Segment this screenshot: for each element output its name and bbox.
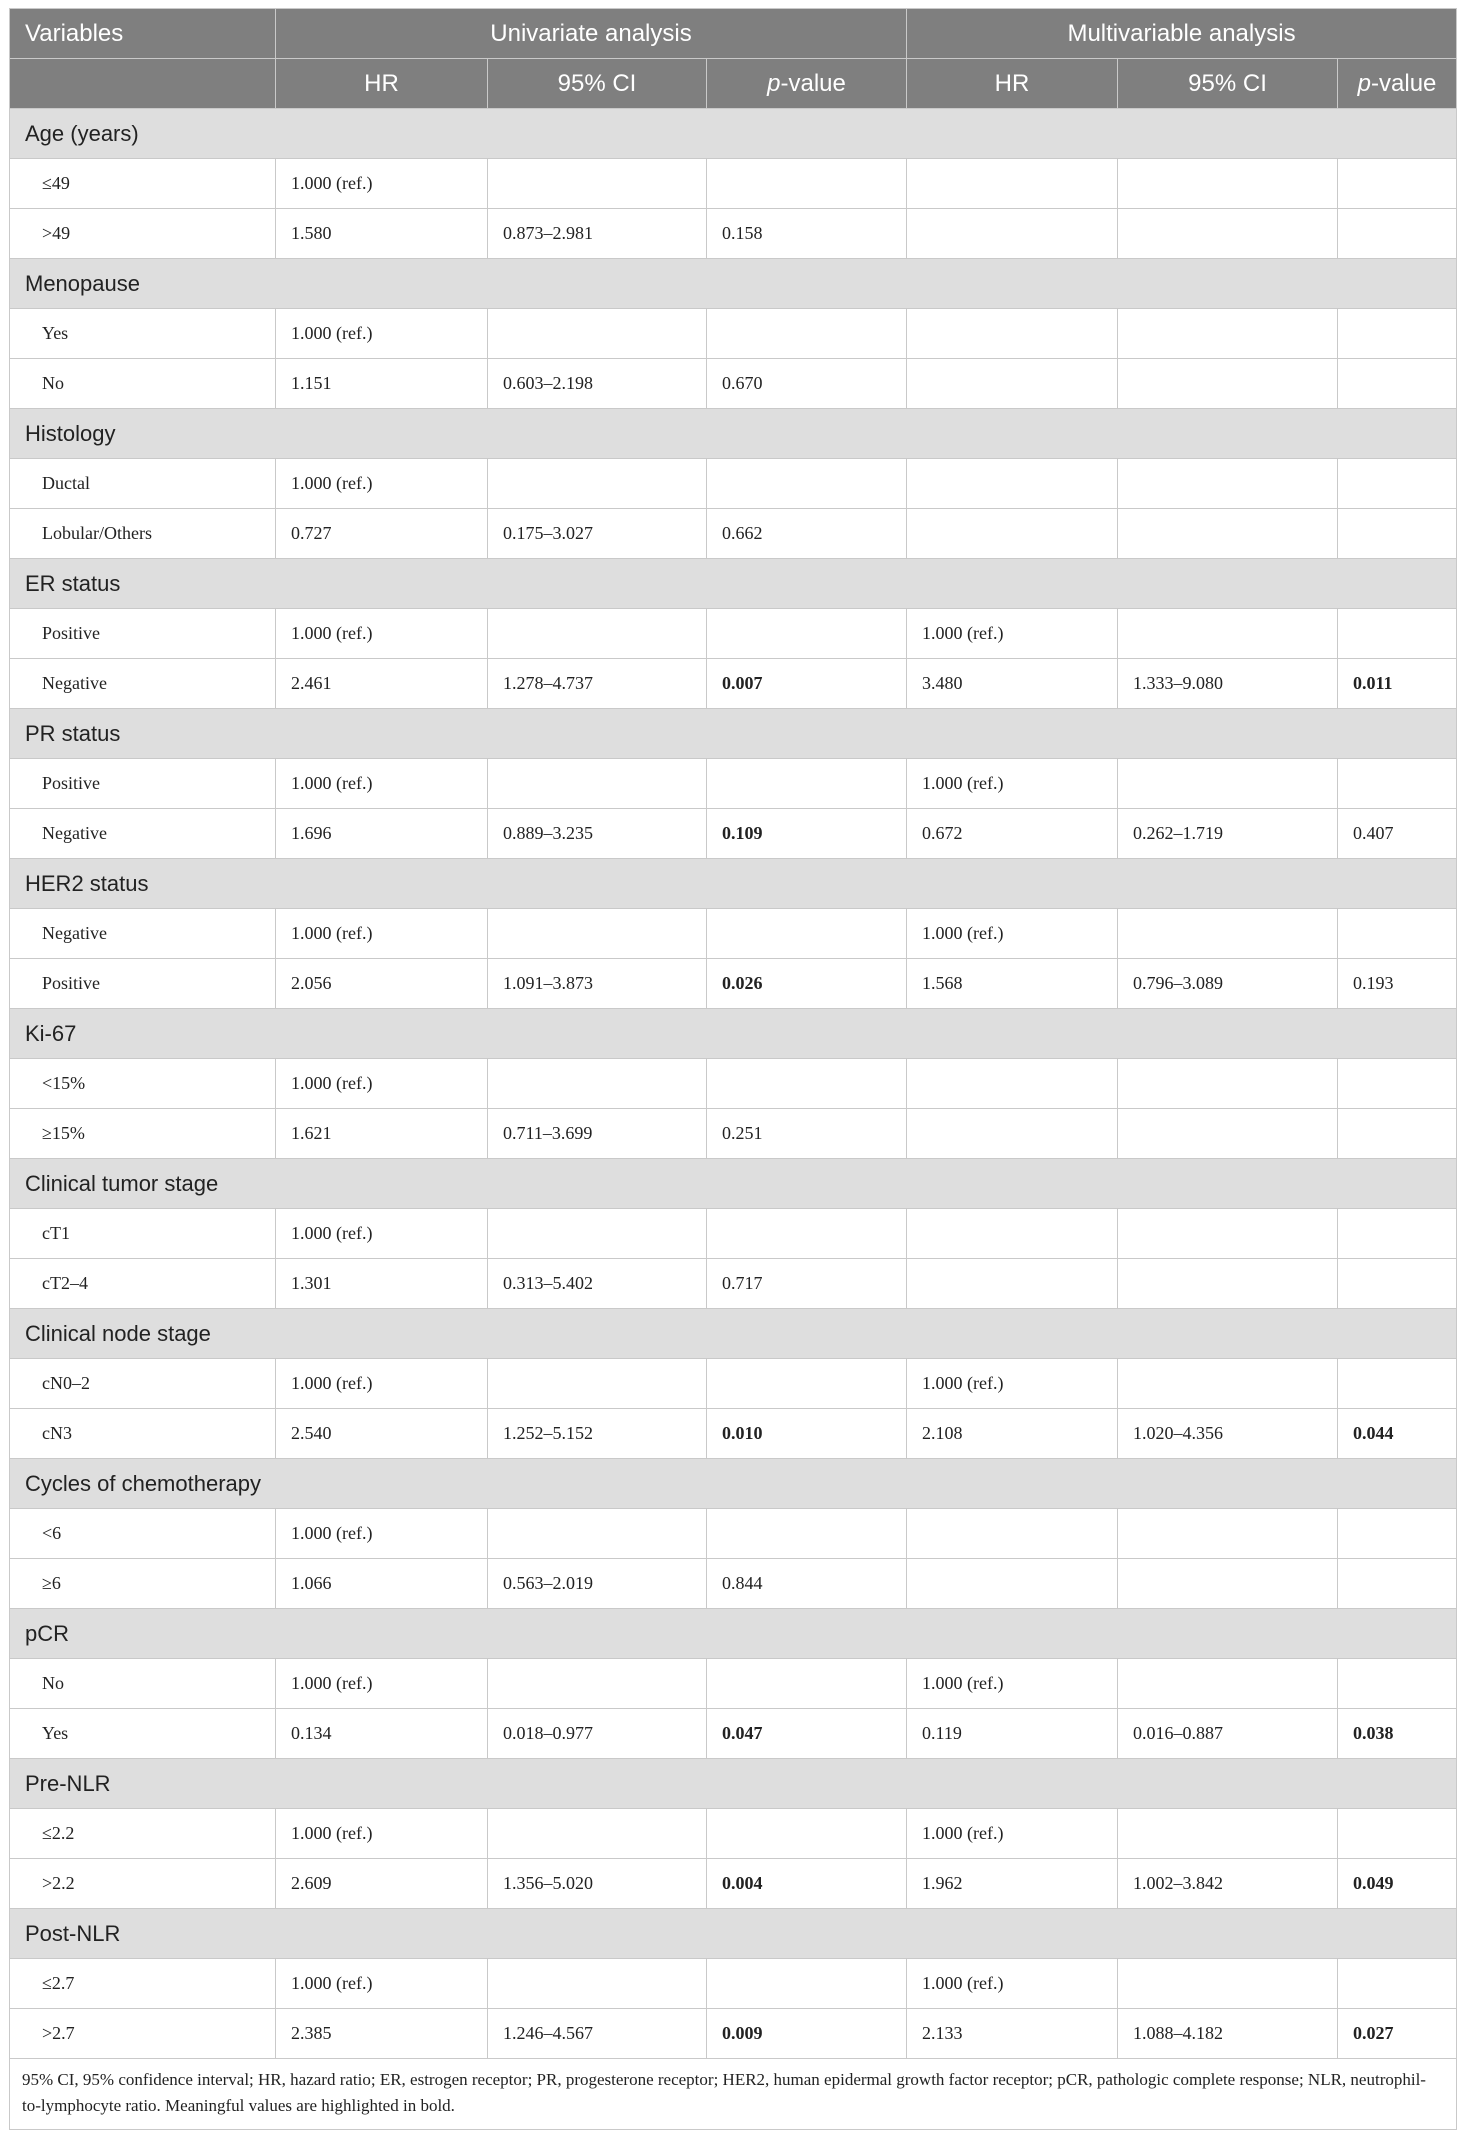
table-row: [10, 1059, 1457, 1109]
group-header-row: [10, 1759, 1457, 1809]
cell-univariate-ci: [488, 309, 707, 359]
cell-multivariable-p: [1338, 759, 1457, 809]
group-header-row: [10, 109, 1457, 159]
cell-multivariable-hr: 2.108: [907, 1409, 1118, 1459]
cell-univariate-hr: 0.727: [276, 509, 488, 559]
cell-multivariable-hr: [907, 159, 1118, 209]
table-row: [10, 209, 1457, 259]
cell-univariate-ci: 1.252–5.152: [488, 1409, 707, 1459]
cell-univariate-hr: 1.000 (ref.): [276, 1659, 488, 1709]
cell-univariate-ci: 1.091–3.873: [488, 959, 707, 1009]
cell-univariate-ci: [488, 1659, 707, 1709]
table-row: [10, 959, 1457, 1009]
level-label: >2.7: [10, 2009, 276, 2059]
cell-univariate-hr: 1.000 (ref.): [276, 309, 488, 359]
cell-univariate-ci: 0.603–2.198: [488, 359, 707, 409]
cell-univariate-p: 0.109: [707, 809, 907, 859]
level-label: >2.2: [10, 1859, 276, 1909]
cell-univariate-hr: 1.696: [276, 809, 488, 859]
cell-univariate-hr: 1.301: [276, 1259, 488, 1309]
cell-univariate-p: 0.010: [707, 1409, 907, 1459]
level-label: ≤49: [10, 159, 276, 209]
cell-univariate-ci: 1.356–5.020: [488, 1859, 707, 1909]
cell-multivariable-p: [1338, 1209, 1457, 1259]
cell-univariate-hr: 1.621: [276, 1109, 488, 1159]
group-header-row: [10, 1009, 1457, 1059]
level-label: ≥6: [10, 1559, 276, 1609]
cell-univariate-ci: [488, 1809, 707, 1859]
cell-multivariable-ci: 1.088–4.182: [1118, 2009, 1338, 2059]
cell-multivariable-p: [1338, 309, 1457, 359]
cell-multivariable-p: 0.407: [1338, 809, 1457, 859]
cell-multivariable-hr: [907, 509, 1118, 559]
cell-multivariable-hr: [907, 1259, 1118, 1309]
cell-multivariable-ci: [1118, 1059, 1338, 1109]
header-univariate-hr: HR: [276, 59, 488, 109]
table-row: [10, 1259, 1457, 1309]
table-row: [10, 909, 1457, 959]
cell-multivariable-ci: [1118, 209, 1338, 259]
group-name: PR status: [10, 709, 1457, 759]
cell-univariate-p: [707, 1359, 907, 1409]
cell-multivariable-p: [1338, 1809, 1457, 1859]
cell-multivariable-ci: 1.002–3.842: [1118, 1859, 1338, 1909]
cell-multivariable-p: 0.049: [1338, 1859, 1457, 1909]
cell-multivariable-p: [1338, 359, 1457, 409]
cell-multivariable-p: [1338, 209, 1457, 259]
level-label: ≤2.7: [10, 1959, 276, 2009]
cell-univariate-ci: 0.018–0.977: [488, 1709, 707, 1759]
table-row: [10, 509, 1457, 559]
cell-multivariable-ci: [1118, 459, 1338, 509]
table-row: [10, 1109, 1457, 1159]
group-name: Cycles of chemotherapy: [10, 1459, 1457, 1509]
cell-univariate-ci: [488, 609, 707, 659]
cell-multivariable-ci: [1118, 1209, 1338, 1259]
cell-univariate-ci: [488, 1059, 707, 1109]
cell-univariate-hr: 2.461: [276, 659, 488, 709]
group-header-row: [10, 1609, 1457, 1659]
level-label: Negative: [10, 909, 276, 959]
table-row: [10, 1859, 1457, 1909]
cell-multivariable-p: [1338, 609, 1457, 659]
header-variables: Variables: [10, 9, 276, 59]
cell-univariate-ci: [488, 459, 707, 509]
table-row: [10, 1709, 1457, 1759]
cell-univariate-hr: 1.000 (ref.): [276, 1809, 488, 1859]
cell-univariate-ci: [488, 1959, 707, 2009]
cell-multivariable-hr: 1.568: [907, 959, 1118, 1009]
cell-multivariable-hr: 1.000 (ref.): [907, 1959, 1118, 2009]
cell-multivariable-ci: [1118, 1659, 1338, 1709]
group-name: ER status: [10, 559, 1457, 609]
cell-multivariable-hr: 1.000 (ref.): [907, 1359, 1118, 1409]
cell-multivariable-ci: [1118, 509, 1338, 559]
group-name: pCR: [10, 1609, 1457, 1659]
cell-multivariable-ci: [1118, 1509, 1338, 1559]
cell-univariate-ci: 0.873–2.981: [488, 209, 707, 259]
cell-univariate-p: [707, 1509, 907, 1559]
cell-multivariable-p: [1338, 1259, 1457, 1309]
cell-univariate-p: [707, 459, 907, 509]
table-row: [10, 359, 1457, 409]
cell-univariate-p: [707, 1059, 907, 1109]
cell-univariate-p: [707, 1209, 907, 1259]
cell-univariate-hr: 1.000 (ref.): [276, 159, 488, 209]
cell-multivariable-hr: 1.000 (ref.): [907, 759, 1118, 809]
level-label: Yes: [10, 309, 276, 359]
cell-multivariable-hr: 0.672: [907, 809, 1118, 859]
header-univariate: Univariate analysis: [276, 9, 907, 59]
cell-univariate-ci: 0.889–3.235: [488, 809, 707, 859]
cell-univariate-ci: 0.711–3.699: [488, 1109, 707, 1159]
table-header: [10, 9, 1457, 109]
cell-univariate-p: 0.009: [707, 2009, 907, 2059]
p-italic: p: [767, 69, 781, 97]
cell-multivariable-ci: [1118, 159, 1338, 209]
cell-univariate-p: 0.026: [707, 959, 907, 1009]
cell-univariate-p: 0.844: [707, 1559, 907, 1609]
cell-univariate-hr: 1.066: [276, 1559, 488, 1609]
cell-univariate-ci: 0.313–5.402: [488, 1259, 707, 1309]
cell-univariate-p: [707, 1959, 907, 2009]
cell-multivariable-ci: [1118, 359, 1338, 409]
cell-univariate-hr: 2.385: [276, 2009, 488, 2059]
cell-multivariable-ci: [1118, 1809, 1338, 1859]
table-row: [10, 1809, 1457, 1859]
level-label: Positive: [10, 759, 276, 809]
level-label: <15%: [10, 1059, 276, 1109]
cell-multivariable-p: [1338, 909, 1457, 959]
cell-multivariable-hr: 2.133: [907, 2009, 1118, 2059]
cell-univariate-p: [707, 159, 907, 209]
cell-multivariable-p: [1338, 509, 1457, 559]
cell-univariate-hr: 1.000 (ref.): [276, 1359, 488, 1409]
cell-multivariable-ci: [1118, 609, 1338, 659]
table-footer: [10, 2059, 1457, 2130]
header-blank: [10, 59, 276, 109]
table-row: [10, 609, 1457, 659]
cell-univariate-p: 0.007: [707, 659, 907, 709]
cell-multivariable-hr: [907, 1209, 1118, 1259]
cell-multivariable-ci: [1118, 1259, 1338, 1309]
level-label: Positive: [10, 959, 276, 1009]
cell-multivariable-p: 0.044: [1338, 1409, 1457, 1459]
cell-univariate-ci: 1.278–4.737: [488, 659, 707, 709]
header-multivariable-ci: 95% CI: [1118, 59, 1338, 109]
group-name: Histology: [10, 409, 1457, 459]
cell-multivariable-hr: 1.000 (ref.): [907, 1809, 1118, 1859]
cell-univariate-p: [707, 759, 907, 809]
header-univariate-p: [707, 59, 907, 109]
table-row: [10, 1659, 1457, 1709]
cell-multivariable-p: 0.038: [1338, 1709, 1457, 1759]
cell-univariate-hr: 2.609: [276, 1859, 488, 1909]
table-row: [10, 1409, 1457, 1459]
cell-multivariable-p: 0.027: [1338, 2009, 1457, 2059]
cell-univariate-p: 0.004: [707, 1859, 907, 1909]
cell-univariate-ci: 0.563–2.019: [488, 1559, 707, 1609]
p-suffix: -value: [1371, 69, 1437, 97]
group-header-row: [10, 709, 1457, 759]
cell-multivariable-ci: 0.262–1.719: [1118, 809, 1338, 859]
cell-univariate-hr: 1.000 (ref.): [276, 1509, 488, 1559]
cell-univariate-hr: 1.000 (ref.): [276, 1209, 488, 1259]
cell-univariate-hr: 2.540: [276, 1409, 488, 1459]
table-row: [10, 1959, 1457, 2009]
cell-univariate-p: [707, 309, 907, 359]
cell-multivariable-ci: 0.016–0.887: [1118, 1709, 1338, 1759]
group-header-row: [10, 1309, 1457, 1359]
level-label: ≥15%: [10, 1109, 276, 1159]
cell-univariate-p: 0.158: [707, 209, 907, 259]
cell-univariate-ci: [488, 759, 707, 809]
cell-multivariable-p: [1338, 1559, 1457, 1609]
cell-univariate-ci: [488, 909, 707, 959]
cell-univariate-p: 0.670: [707, 359, 907, 409]
level-label: ≤2.2: [10, 1809, 276, 1859]
p-italic: p: [1357, 69, 1372, 97]
cell-multivariable-p: 0.193: [1338, 959, 1457, 1009]
cell-univariate-hr: 0.134: [276, 1709, 488, 1759]
cell-multivariable-hr: 0.119: [907, 1709, 1118, 1759]
cell-multivariable-hr: [907, 1559, 1118, 1609]
cell-univariate-hr: 2.056: [276, 959, 488, 1009]
cell-multivariable-hr: 1.000 (ref.): [907, 1659, 1118, 1709]
group-name: HER2 status: [10, 859, 1457, 909]
level-label: Positive: [10, 609, 276, 659]
cell-univariate-p: 0.662: [707, 509, 907, 559]
table-row: [10, 1359, 1457, 1409]
cell-multivariable-p: [1338, 1359, 1457, 1409]
level-label: Yes: [10, 1709, 276, 1759]
group-name: Clinical node stage: [10, 1309, 1457, 1359]
group-name: Clinical tumor stage: [10, 1159, 1457, 1209]
table-row: [10, 459, 1457, 509]
cell-multivariable-hr: [907, 459, 1118, 509]
group-name: Ki-67: [10, 1009, 1457, 1059]
level-label: <6: [10, 1509, 276, 1559]
level-label: No: [10, 359, 276, 409]
cell-multivariable-hr: [907, 309, 1118, 359]
cell-univariate-p: [707, 909, 907, 959]
header-multivariable: Multivariable analysis: [907, 9, 1457, 59]
cell-univariate-ci: 1.246–4.567: [488, 2009, 707, 2059]
level-label: Lobular/Others: [10, 509, 276, 559]
cell-multivariable-ci: [1118, 909, 1338, 959]
group-header-row: [10, 259, 1457, 309]
level-label: cN3: [10, 1409, 276, 1459]
table-row: [10, 659, 1457, 709]
cell-multivariable-ci: [1118, 309, 1338, 359]
cell-multivariable-p: [1338, 1509, 1457, 1559]
cox-regression-table: [9, 8, 1457, 2130]
table-row: [10, 809, 1457, 859]
group-header-row: [10, 1909, 1457, 1959]
cell-univariate-p: [707, 1659, 907, 1709]
header-multivariable-hr: HR: [907, 59, 1118, 109]
cell-univariate-p: [707, 609, 907, 659]
table-row: [10, 159, 1457, 209]
cell-univariate-hr: 1.000 (ref.): [276, 1059, 488, 1109]
table-row: [10, 2009, 1457, 2059]
level-label: cT1: [10, 1209, 276, 1259]
header-univariate-ci: 95% CI: [488, 59, 707, 109]
cell-multivariable-ci: [1118, 1359, 1338, 1409]
level-label: Ductal: [10, 459, 276, 509]
cell-univariate-ci: [488, 1359, 707, 1409]
cell-multivariable-p: [1338, 459, 1457, 509]
level-label: Negative: [10, 809, 276, 859]
cell-multivariable-hr: [907, 209, 1118, 259]
group-header-row: [10, 859, 1457, 909]
cell-multivariable-hr: 1.962: [907, 1859, 1118, 1909]
cell-multivariable-ci: 0.796–3.089: [1118, 959, 1338, 1009]
table-row: [10, 309, 1457, 359]
group-header-row: [10, 409, 1457, 459]
footnote-row: [10, 2059, 1457, 2130]
cell-multivariable-p: [1338, 1959, 1457, 2009]
cell-univariate-hr: 1.580: [276, 209, 488, 259]
level-label: No: [10, 1659, 276, 1709]
cell-univariate-p: 0.047: [707, 1709, 907, 1759]
header-row-main: [10, 9, 1457, 59]
cell-univariate-ci: 0.175–3.027: [488, 509, 707, 559]
header-multivariable-p: [1338, 59, 1457, 109]
group-name: Age (years): [10, 109, 1457, 159]
table-row: [10, 759, 1457, 809]
cell-multivariable-hr: [907, 1509, 1118, 1559]
table-row: [10, 1559, 1457, 1609]
p-suffix: -value: [780, 69, 846, 97]
cell-univariate-p: 0.717: [707, 1259, 907, 1309]
cell-multivariable-p: [1338, 1109, 1457, 1159]
level-label: >49: [10, 209, 276, 259]
cell-univariate-hr: 1.151: [276, 359, 488, 409]
table-body: [10, 109, 1457, 2059]
level-label: cN0–2: [10, 1359, 276, 1409]
cell-univariate-hr: 1.000 (ref.): [276, 759, 488, 809]
cell-multivariable-p: [1338, 1659, 1457, 1709]
cell-univariate-hr: 1.000 (ref.): [276, 459, 488, 509]
cell-multivariable-ci: 1.020–4.356: [1118, 1409, 1338, 1459]
group-name: Menopause: [10, 259, 1457, 309]
cell-multivariable-ci: [1118, 1109, 1338, 1159]
group-header-row: [10, 559, 1457, 609]
cell-univariate-ci: [488, 1209, 707, 1259]
cell-multivariable-hr: 1.000 (ref.): [907, 909, 1118, 959]
cell-univariate-ci: [488, 1509, 707, 1559]
cell-multivariable-p: 0.011: [1338, 659, 1457, 709]
cell-multivariable-hr: 1.000 (ref.): [907, 609, 1118, 659]
header-row-sub: [10, 59, 1457, 109]
table-row: [10, 1209, 1457, 1259]
cell-multivariable-hr: [907, 1059, 1118, 1109]
cell-multivariable-p: [1338, 159, 1457, 209]
cell-univariate-hr: 1.000 (ref.): [276, 1959, 488, 2009]
group-header-row: [10, 1459, 1457, 1509]
cell-multivariable-ci: 1.333–9.080: [1118, 659, 1338, 709]
cell-multivariable-ci: [1118, 1559, 1338, 1609]
cell-multivariable-hr: [907, 1109, 1118, 1159]
cell-multivariable-ci: [1118, 1959, 1338, 2009]
level-label: cT2–4: [10, 1259, 276, 1309]
cell-multivariable-ci: [1118, 759, 1338, 809]
cell-multivariable-p: [1338, 1059, 1457, 1109]
group-name: Pre-NLR: [10, 1759, 1457, 1809]
group-name: Post-NLR: [10, 1909, 1457, 1959]
level-label: Negative: [10, 659, 276, 709]
cell-univariate-ci: [488, 159, 707, 209]
cell-univariate-p: [707, 1809, 907, 1859]
cell-univariate-hr: 1.000 (ref.): [276, 609, 488, 659]
cell-univariate-p: 0.251: [707, 1109, 907, 1159]
table-row: [10, 1509, 1457, 1559]
footnote: 95% CI, 95% confidence interval; HR, hazard ratio; ER, estrogen receptor; PR, progesterone receptor; HER2, human epidermal growth factor receptor; pCR, pathologic complete response; NLR, neutrophil-to-lymphocyte ratio. Meaningful values are highlighted in bold.: [10, 2059, 1457, 2130]
regression-table-container: [9, 8, 1456, 2130]
cell-univariate-hr: 1.000 (ref.): [276, 909, 488, 959]
group-header-row: [10, 1159, 1457, 1209]
cell-multivariable-hr: [907, 359, 1118, 409]
cell-multivariable-hr: 3.480: [907, 659, 1118, 709]
